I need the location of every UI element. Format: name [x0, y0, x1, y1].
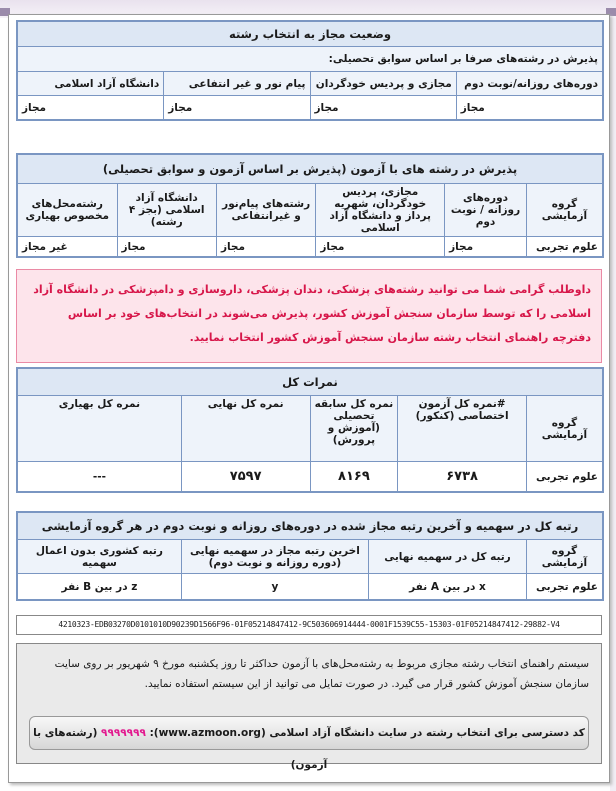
- status-cell: مجاز: [310, 96, 456, 120]
- access-code-suffix: (رشته‌های با آزمون): [33, 727, 328, 771]
- group-cell: علوم تجربی: [526, 237, 602, 257]
- column-header: رشته‌های پیام‌نور و غیرانتفاعی: [216, 184, 315, 237]
- column-header: رتبه کشوری بدون اعمال سهمیه: [18, 540, 182, 574]
- section-title: نمرات کل: [18, 369, 603, 396]
- column-header: گروه آزمایشی: [526, 184, 602, 237]
- access-code-banner: [29, 716, 589, 771]
- group-cell: علوم تجربی: [526, 574, 602, 600]
- column-header: مجازی و پردیس خودگردان: [310, 72, 456, 96]
- column-header: گروه آزمایشی: [526, 540, 602, 574]
- medical-fields-notice: داوطلب گرامی شما می توانید رشته‌های پزشکی، دندان پزشکی، داروسازی و دامپزشکی در دانشگاه آزاد اسلامی را که توسط سازمان سنجش آموزش کشور، پذیرش می‌شوند در انتخاب‌های خود بر اساس دفترچه راهنمای انتخاب رشته سازمان سنجش آموزش کشور انتخاب نمایید.: [16, 269, 602, 363]
- section-title: رتبه کل در سهمیه و آخرین رتبه مجاز شده در دوره‌های روزانه و نوبت دوم در هر گروه آزمایشی: [18, 513, 603, 540]
- total-scores-table: [17, 368, 603, 492]
- column-header: گروه آزمایشی: [526, 396, 602, 462]
- status-cell: مجاز: [164, 96, 310, 120]
- tracking-code: 4210323-EDB03270D0101010D90239D1566F96-01F05214847412-9C503606914444-0001F1539C55-15303-01F05214847412-29882-V4: [16, 615, 602, 635]
- score-cell: ۸۱۶۹: [310, 462, 398, 492]
- column-header: دوره‌های روزانه/نوبت دوم: [456, 72, 602, 96]
- column-header: رتبه کل در سهمیه نهایی: [369, 540, 527, 574]
- column-header: نمره کل نهایی: [181, 396, 310, 462]
- section-title: وضعیت مجاز به انتخاب رشته: [18, 22, 603, 47]
- status-cell: مجاز: [445, 237, 527, 257]
- exam-eligibility-box: [16, 153, 604, 258]
- status-cell: مجاز: [18, 96, 164, 120]
- score-cell: ۷۵۹۷: [181, 462, 310, 492]
- section-title: پذیرش در رشته های با آزمون (پذیرش بر اساس آزمون و سوابق تحصیلی): [18, 155, 603, 184]
- column-header: اخرین رتبه مجاز در سهمیه نهایی (دوره روزانه و نوبت دوم): [181, 540, 368, 574]
- right-edge-strip: [610, 18, 616, 791]
- column-header: #نمره کل آزمون اختصاصی (کنکور): [398, 396, 527, 462]
- score-cell: ---: [18, 462, 182, 492]
- column-header: پیام نور و غیر انتفاعی: [164, 72, 310, 96]
- status-cell: غیر مجاز: [18, 237, 118, 257]
- status-cell: مجاز: [316, 237, 445, 257]
- eligibility-records-box: [16, 20, 604, 121]
- info-text: سیستم راهنمای انتخاب رشته مجازی مربوط به رشته‌محل‌های با آزمون حداکثر تا روز یکشنبه مورخ ۹ شهریور بر روی سایت سازمان سنجش آموزش کشور قرار می گیرد. در صورت تمایل می توانید از این سیستم استفاده نمایید.: [54, 658, 589, 690]
- status-cell: مجاز: [456, 96, 602, 120]
- score-cell: ۶۷۳۸: [398, 462, 527, 492]
- rank-cell: z در بین B نفر: [18, 574, 182, 600]
- access-code-prefix: کد دسترسی برای انتخاب رشته در سایت دانشگاه آزاد اسلامی (www.azmoon.org):: [149, 727, 585, 739]
- column-header: دانشگاه آزاد اسلامی: [18, 72, 164, 96]
- info-box: [16, 643, 602, 771]
- status-cell: مجاز: [117, 237, 216, 257]
- rank-cell: y: [181, 574, 368, 600]
- column-header: نمره کل بهیاری: [18, 396, 182, 462]
- column-header: دوره‌های روزانه / نوبت دوم: [445, 184, 527, 237]
- rank-box: [16, 511, 604, 601]
- eligibility-records-table: [17, 21, 603, 120]
- rank-cell: x در بین A نفر: [369, 574, 527, 600]
- rank-table: [17, 512, 603, 600]
- exam-eligibility-table: [17, 154, 603, 257]
- status-cell: مجاز: [216, 237, 315, 257]
- group-cell: علوم تجربی: [526, 462, 602, 492]
- total-scores-box: [16, 367, 604, 493]
- column-header: مجازی، پردیس خودگردان، شهریه پرداز و دانشگاه آزاد اسلامی: [316, 184, 445, 237]
- section-subtitle: پذیرش در رشته‌های صرفا بر اساس سوابق تحصیلی:: [18, 47, 603, 72]
- result-page: [8, 14, 610, 783]
- column-header: نمره کل سابقه تحصیلی (آموزش و پرورش): [310, 396, 398, 462]
- access-code-value: ۹۹۹۹۹۹۹: [101, 727, 146, 739]
- column-header: دانشگاه آزاد اسلامی (بجز ۴ رشته): [117, 184, 216, 237]
- column-header: رشته‌محل‌های مخصوص بهیاری: [18, 184, 118, 237]
